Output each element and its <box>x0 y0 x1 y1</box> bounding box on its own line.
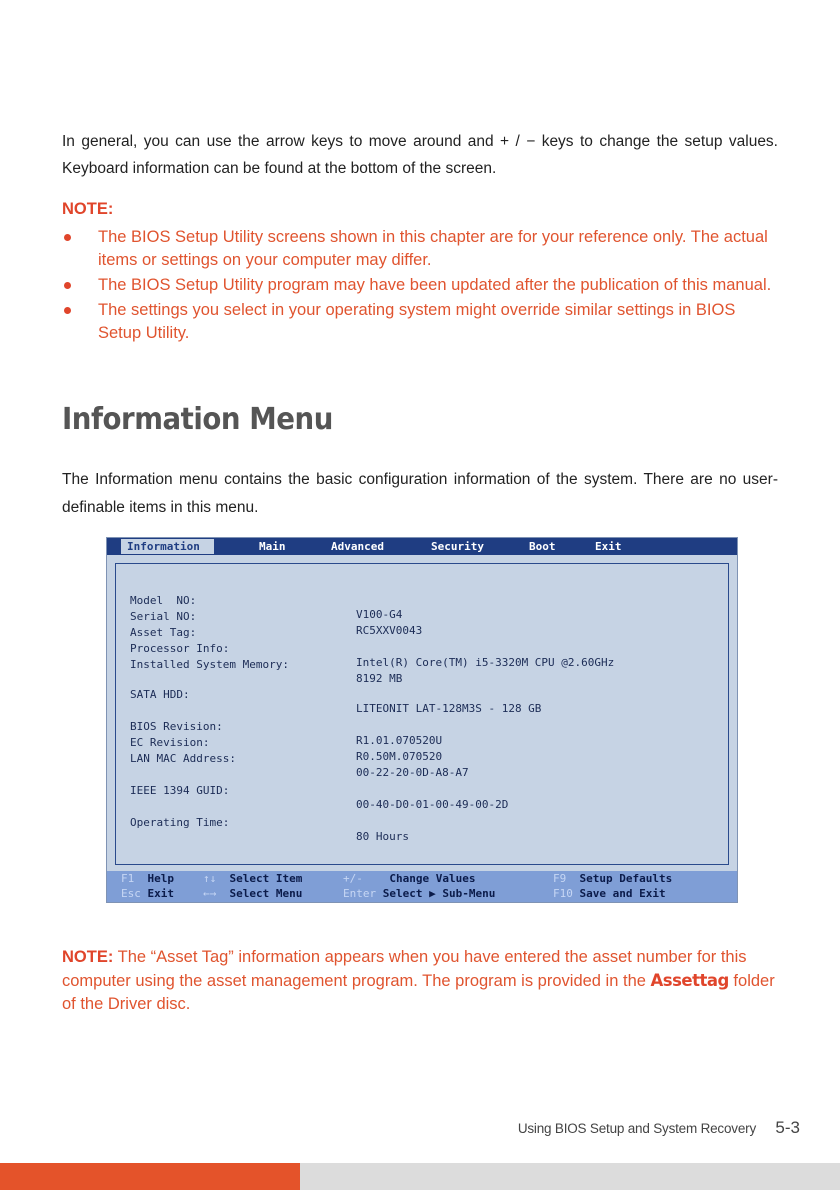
bios-tab-security[interactable]: Security <box>431 540 484 553</box>
key-exit <box>121 887 174 901</box>
note-lead: NOTE: <box>62 948 114 966</box>
bios-label: LAN MAC Address: <box>130 752 236 765</box>
bios-key-legend <box>107 871 737 902</box>
key-label: +/- <box>343 872 363 885</box>
note-bullet <box>62 274 782 297</box>
bios-value: 80 Hours <box>356 830 409 843</box>
key-help <box>121 872 174 886</box>
bios-tab-advanced[interactable]: Advanced <box>331 540 384 553</box>
page-footer-title: Using BIOS Setup and System Recovery <box>517 1121 756 1136</box>
key-desc: Select Menu <box>229 887 303 900</box>
note-list <box>62 226 782 347</box>
key-desc: Exit <box>147 887 174 900</box>
key-change-values <box>343 872 475 886</box>
bios-label: Operating Time: <box>130 816 230 829</box>
bios-value: R0.50M.070520 <box>356 750 443 763</box>
key-sub-menu <box>343 887 495 901</box>
bios-value: 00-22-20-0D-A8-A7 <box>356 766 469 779</box>
bios-info-panel <box>115 563 729 865</box>
key-select-item <box>203 872 302 886</box>
bios-value: R1.01.070520U <box>356 734 443 747</box>
footer-accent-bar <box>0 1163 300 1190</box>
section-body: The Information menu contains the basic configuration information of the system. There are no user-definable items in this menu. <box>62 471 778 516</box>
footer-gray-bar <box>300 1163 840 1190</box>
key-desc: Save and Exit <box>579 887 666 900</box>
key-label: F9 <box>553 872 567 885</box>
key-save-exit <box>553 887 666 901</box>
bios-label: BIOS Revision: <box>130 720 223 733</box>
note-bullet <box>62 299 782 345</box>
key-desc: Change Values <box>389 872 476 885</box>
bios-label: Model NO: <box>130 594 197 607</box>
section-title: Information Menu <box>62 402 333 437</box>
bullet-dot-icon <box>64 282 71 289</box>
key-label: F10 <box>553 887 573 900</box>
page-number: 5-3 <box>775 1118 800 1137</box>
key-label: F1 <box>121 872 135 885</box>
bios-label: IEEE 1394 GUID: <box>130 784 230 797</box>
key-desc: Help <box>147 872 174 885</box>
note-bullet-text: The BIOS Setup Utility program may have been updated after the publication of this manual. <box>98 276 772 294</box>
bios-label: Processor Info: <box>130 642 230 655</box>
note-text-after: folder of the Driver disc. <box>62 972 775 1013</box>
bios-value: RC5XXV0043 <box>356 624 423 637</box>
bios-label: EC Revision: <box>130 736 210 749</box>
bios-label: Serial NO: <box>130 610 197 623</box>
bios-row-operating-time <box>130 802 409 843</box>
bios-value: Intel(R) Core(TM) i5-3320M CPU @2.60GHz <box>356 656 615 669</box>
bios-value: V100-G4 <box>356 608 403 621</box>
bios-tab-main[interactable]: Main <box>259 540 286 553</box>
key-label: ←→ <box>203 887 217 900</box>
bios-label: Asset Tag: <box>130 626 197 639</box>
key-desc: Select Item <box>229 872 303 885</box>
bullet-dot-icon <box>64 234 71 241</box>
key-select-menu <box>203 887 302 901</box>
key-desc: Setup Defaults <box>579 872 673 885</box>
note-bullet-text: The settings you select in your operating system might override similar settings in BIOS Setup Utility. <box>98 301 736 342</box>
key-label: Enter <box>343 887 377 900</box>
folder-name: Assettag <box>650 971 729 990</box>
bios-screenshot <box>106 537 738 903</box>
bios-menu-bar <box>107 538 737 555</box>
bios-label: SATA HDD: <box>130 688 190 701</box>
bios-value: LITEONIT LAT-128M3S - 128 GB <box>356 702 542 715</box>
bullet-dot-icon <box>64 307 71 314</box>
key-label: ↑↓ <box>203 872 217 885</box>
bios-tab-information[interactable]: Information <box>121 539 214 554</box>
asset-tag-note <box>62 946 784 1016</box>
bios-tab-exit[interactable]: Exit <box>595 540 622 553</box>
note-bullet <box>62 226 782 272</box>
note-heading: NOTE: <box>62 200 114 218</box>
bios-value: 8192 MB <box>356 672 403 685</box>
bios-value: 00-40-D0-01-00-49-00-2D <box>356 798 509 811</box>
key-label: Esc <box>121 887 141 900</box>
note-bullet-text: The BIOS Setup Utility screens shown in this chapter are for your reference only. The actual items or settings on your computer may differ. <box>98 228 768 269</box>
key-setup-defaults <box>553 872 672 886</box>
bios-row-asset-tag <box>130 612 197 639</box>
bios-tab-boot[interactable]: Boot <box>529 540 556 553</box>
key-desc: Select ▶ Sub-Menu <box>382 887 496 900</box>
bios-label: Installed System Memory: <box>130 658 289 671</box>
note-text-before: The “Asset Tag” information appears when you have entered the asset number for this computer using the asset management program. The program is provided in the <box>62 948 747 990</box>
intro-paragraph: In general, you can use the arrow keys to move around and + / − keys to change the setup values. Keyboard information can be found at the bottom of the screen. <box>62 133 778 177</box>
